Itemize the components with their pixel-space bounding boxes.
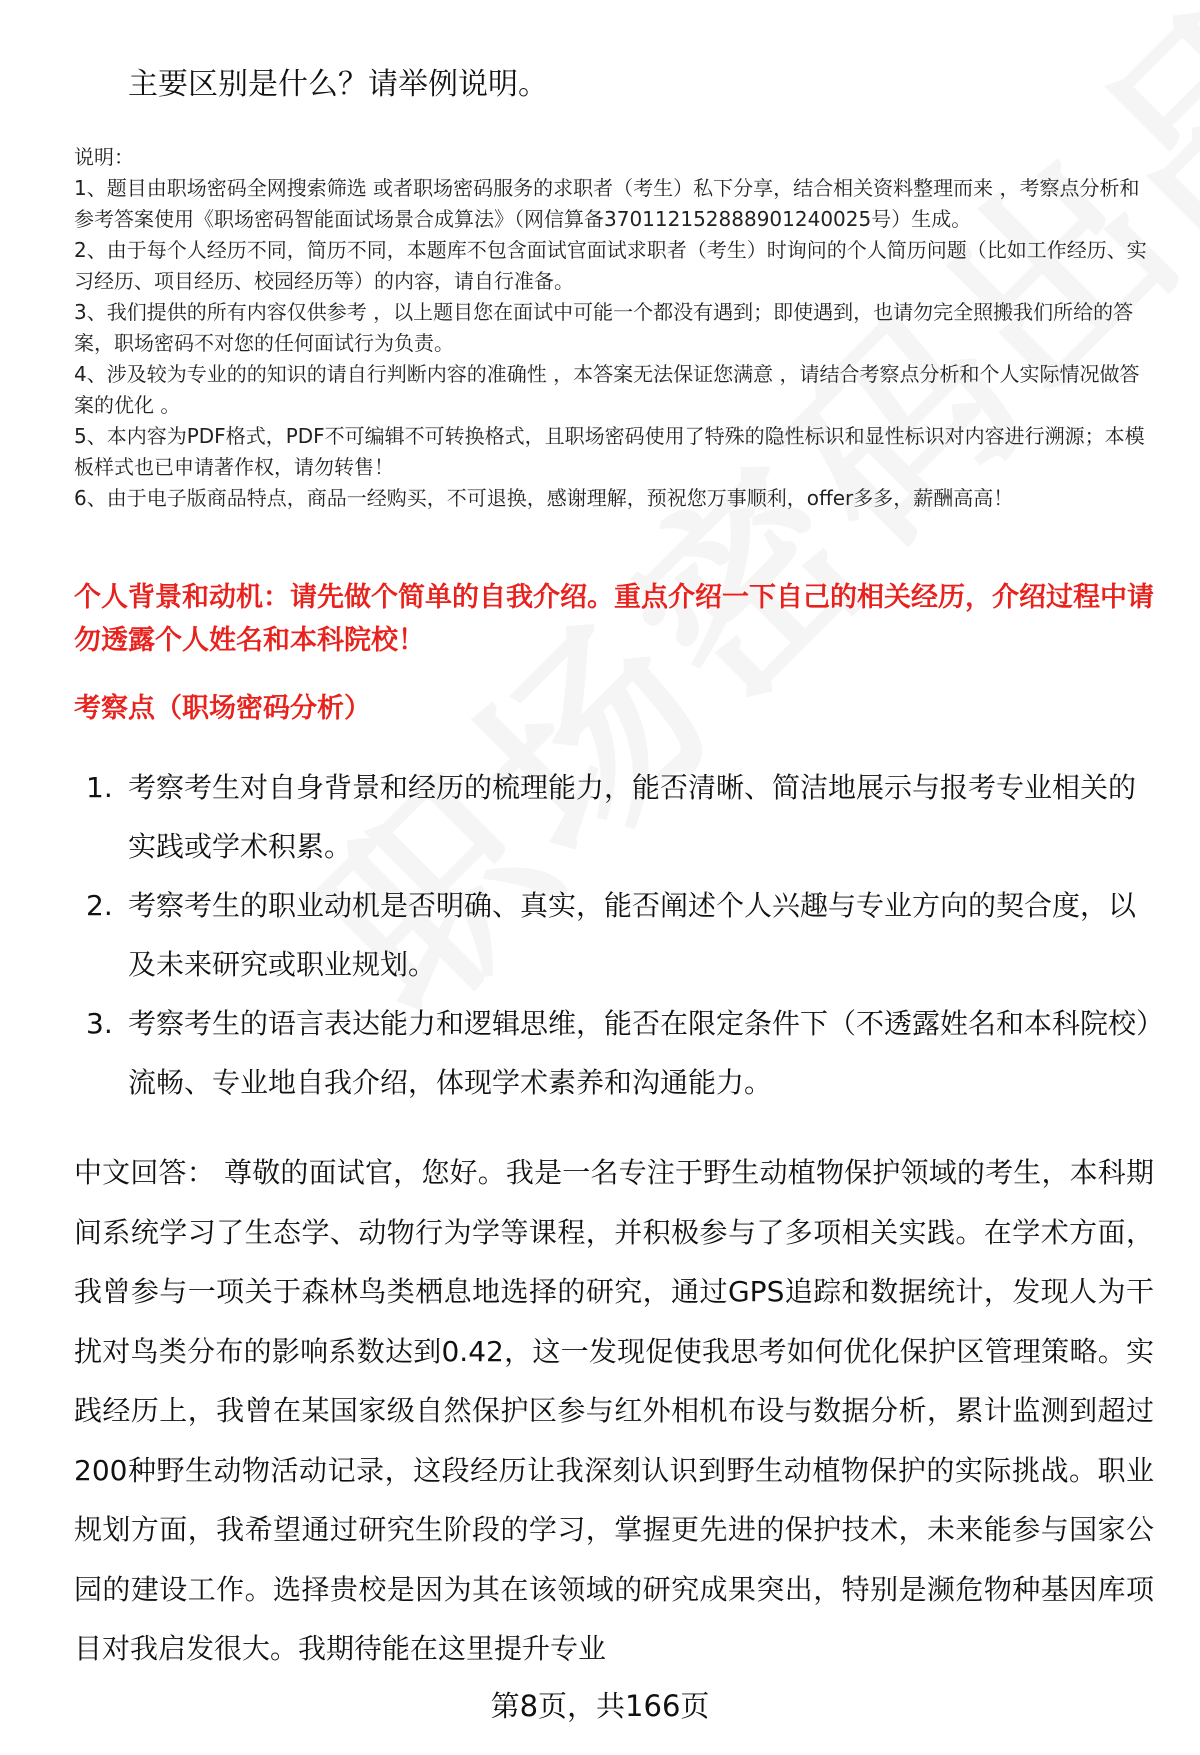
question-continuation: 主要区别是什么？请举例说明。 bbox=[128, 67, 548, 102]
question-heading: 个人背景和动机：请先做个简单的自我介绍。重点介绍一下自己的相关经历，介绍过程中请勿透露个人姓名和本科院校！ bbox=[74, 582, 1154, 656]
note-item-4: 4、涉及较为专业的的知识的请自行判断内容的准确性 ，本答案无法保证您满意 ，请结合考察点分析和个人实际情况做答案的优化 。 bbox=[74, 362, 1140, 417]
notes-title: 说明： bbox=[74, 145, 134, 169]
note-item-6: 6、由于电子版商品特点，商品一经购买，不可退换，感谢理解，预祝您万事顺利，offer多多，薪酬高高！ bbox=[74, 486, 1014, 510]
page-number: 第8页，共166页 bbox=[490, 1689, 710, 1723]
point-text: 考察考生的语言表达能力和逻辑思维，能否在限定条件下（不透露姓名和本科院校）流畅、专业地自我介绍，体现学术素养和沟通能力。 bbox=[128, 1007, 1151, 1099]
analysis-point bbox=[74, 994, 1154, 1112]
note-item-2: 2、由于每个人经历不同，简历不同，本题库不包含面试官面试求职者（考生）时询问的个人简历问题（比如工作经历、实习经历、项目经历、校园经历等）的内容，请自行准备。 bbox=[74, 238, 1147, 293]
note-item-1: 1、题目由职场密码全网搜索筛选 或者职场密码服务的求职者（考生）私下分享，结合相关资料整理而来 ，考察点分析和参考答案使用《职场密码智能面试场景合成算法》（网信算备370112152888901240025号）生成。 bbox=[74, 176, 1140, 231]
answer-text: 中文回答： 尊敬的面试官，您好。我是一名专注于野生动植物保护领域的考生，本科期间系统学习了生态学、动物行为学等课程，并积极参与了多项相关实践。在学术方面，我曾参与一项关于森林鸟类栖息地选择的研究，通过GPS追踪和数据统计，发现人为干扰对鸟类分布的影响系数达到0.42，这一发现促使我思考如何优化保护区管理策略。实践经历上，我曾在某国家级自然保护区参与红外相机布设与数据分析，累计监测到超过200种野生动物活动记录，这段经历让我深刻认识到野生动植物保护的实际挑战。职业规划方面，我希望通过研究生阶段的学习，掌握更先进的保护技术，未来能参与国家公园的建设工作。选择贵校是因为其在该领域的研究成果突出，特别是濒危物种基因库项目对我启发很大。我期待能在这里提升专业 bbox=[74, 1156, 1154, 1665]
analysis-points bbox=[74, 758, 1154, 1112]
point-text: 考察考生对自身背景和经历的梳理能力，能否清晰、简洁地展示与报考专业相关的实践或学术积累。 bbox=[128, 771, 1137, 863]
notes-section bbox=[74, 142, 1154, 514]
point-text: 考察考生的职业动机是否明确、真实，能否阐述个人兴趣与专业方向的契合度，以及未来研究或职业规划。 bbox=[128, 889, 1137, 981]
point-number: 2. bbox=[86, 889, 113, 922]
analysis-point bbox=[74, 876, 1154, 994]
analysis-point bbox=[74, 758, 1154, 876]
note-item-5: 5、本内容为PDF格式，PDF不可编辑不可转换格式，且职场密码使用了特殊的隐性标识和显性标识对内容进行溯源；本模板样式也已申请著作权，请勿转售！ bbox=[74, 424, 1145, 479]
note-item-3: 3、我们提供的所有内容仅供参考 ，以上题目您在面试中可能一个都没有遇到；即使遇到，也请勿完全照搬我们所给的答案，职场密码不对您的任何面试行为负责。 bbox=[74, 300, 1134, 355]
analysis-heading: 考察点（职场密码分析） bbox=[74, 693, 371, 724]
point-number: 3. bbox=[86, 1007, 113, 1040]
point-number: 1. bbox=[86, 771, 113, 804]
